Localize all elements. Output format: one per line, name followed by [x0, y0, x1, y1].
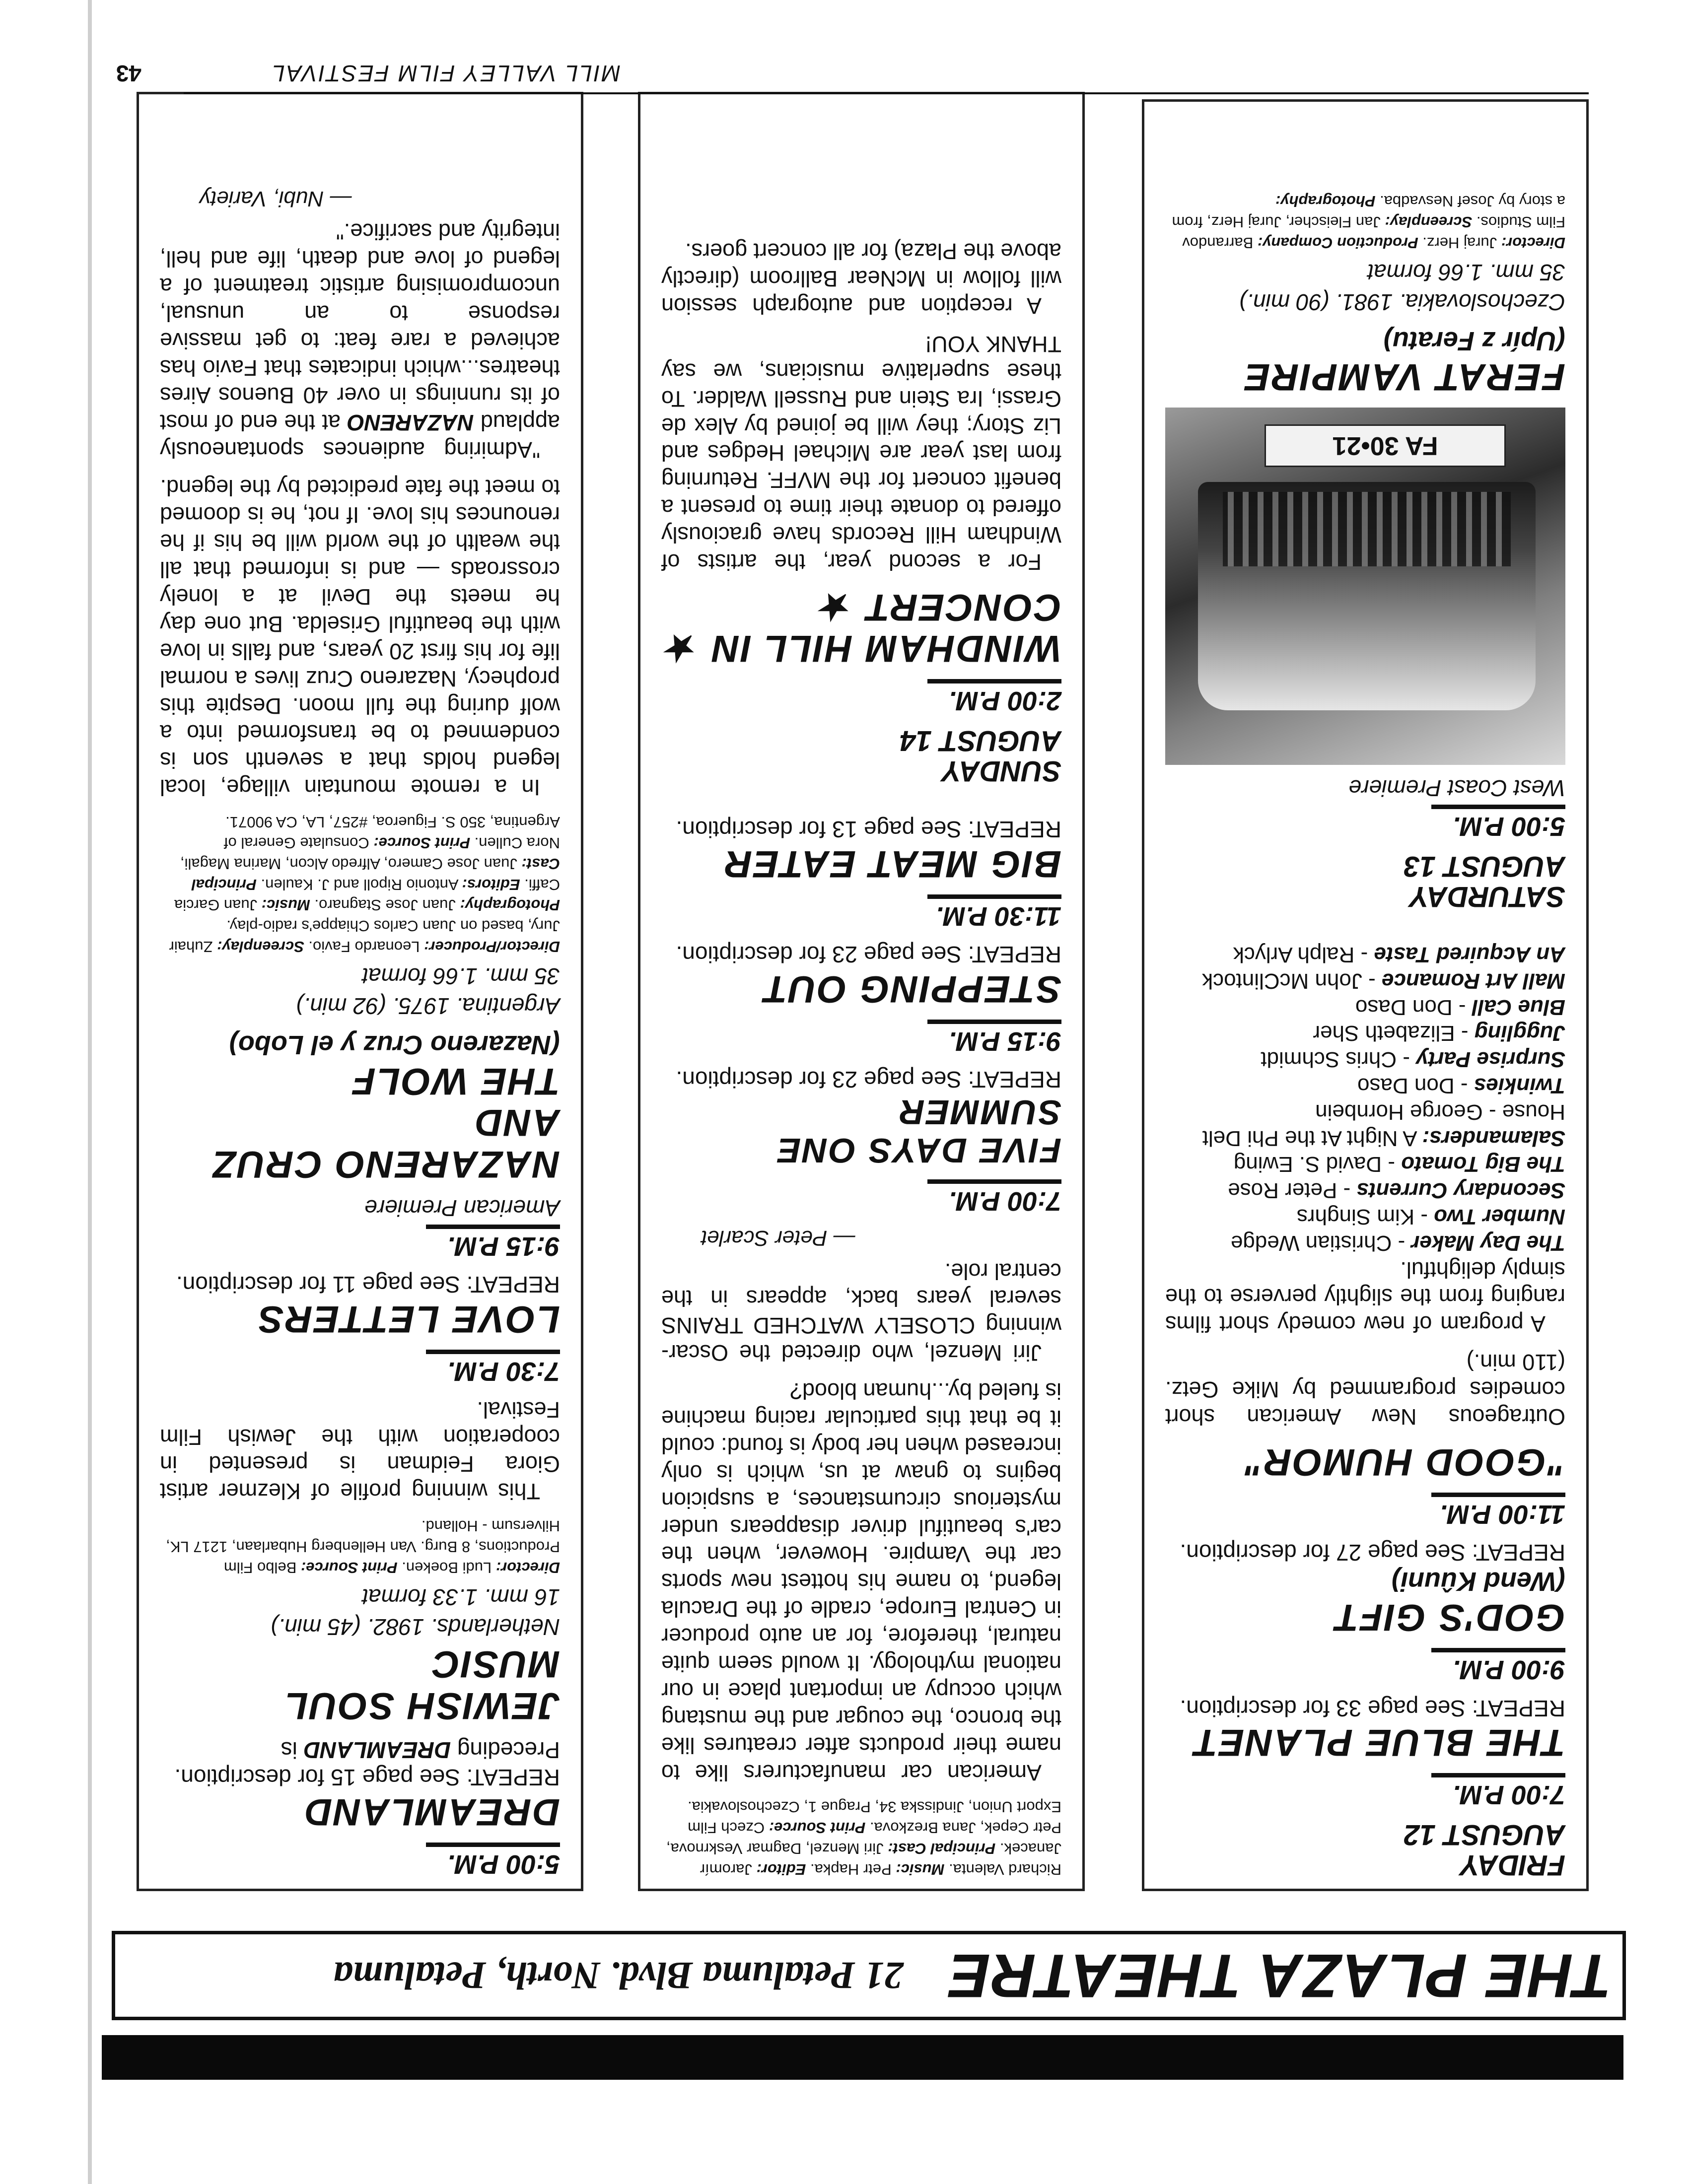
list-item: Twinkies - Don Daso — [1357, 1073, 1565, 1098]
showtime: 7:30 P.M. — [426, 1350, 560, 1387]
page-number: 43 — [116, 61, 141, 86]
preceding-note: Preceding DREAMLAND is — [281, 1737, 560, 1764]
film-format: 35 mm. 1.66 format — [1367, 259, 1565, 285]
showtime: 7:00 P.M. — [1431, 1773, 1565, 1810]
list-item: Surprise Party - Chris Schmidt — [1261, 1047, 1565, 1072]
showtime: 9:15 P.M. — [927, 1020, 1061, 1057]
film-credits: Director/Producer: Leonardo Favio. Screenplay: Zuhair Jury, based on Juan Carlos Chiappe's radio-play. Photography: Juan Jose Stagnaro. Music: Juan Garcia Caffi. Editors: Antonio Ripoll and J. Kaulen. Principal Cast: Juan Jose Camero, Alfredo Alcon, Marina Magali, Nora Cullen. Print Source: Consulate General of Argentina, 350 S. Figueroa, #257, LA, CA 90071. — [169, 814, 560, 956]
premiere-label: American Premiere — [364, 1195, 560, 1221]
repeat-note: REPEAT: See page 13 for description. — [676, 817, 1061, 843]
film-format: 16 mm. 1.33 format — [362, 1584, 560, 1610]
film-credits: Richard Valenta. Music: Petr Hapka. Editor: Jaromír Janacek. Principal Cast: Jiri Menzel, Dagmar Veskrnova, Petr Cepek, Jana Brezkova. Print Source: Czech Film Export Union, Jindisska 34, Prague 1, Czechoslovakia. — [666, 1798, 1061, 1878]
film-subtitle: (Wend Kûuni) — [1392, 1566, 1565, 1596]
film-description: In a remote mountain village, local legend holds that a seventh son is condemned to be transformed into a wolf during the full moon. Despite this prophecy, Nazareno Cruz lives a normal life for his first 20 years, and falls in love with the beautiful Griselda. But one day he meets the Devil at a lonely crossroads — and is informed that all the wealth of the world will be his if he renounces his love. If not, he is doomed to meet the fate predicted by the legend. — [160, 475, 560, 801]
film-title: THE WOLF — [351, 1060, 560, 1102]
date-label: AUGUST 13 — [1404, 850, 1565, 883]
license-plate: FA 30•21 — [1265, 424, 1506, 467]
list-item: An Acquired Taste - Ralph Arlyck — [1233, 942, 1565, 967]
showtime: 2:00 P.M. — [927, 679, 1061, 716]
film-title: "GOOD HUMOR" — [1243, 1440, 1565, 1483]
film-title: LOVE LETTERS — [257, 1297, 560, 1340]
program-description: Outrageous New American short comedies programmed by Mike Getz. (110 min.) — [1165, 1350, 1565, 1430]
date-label: AUGUST 14 — [900, 725, 1061, 757]
film-title: GOD'S GIFT — [1334, 1596, 1565, 1639]
footer-rule — [184, 92, 1589, 94]
film-origin: Netherlands. 1982. (45 min.) — [271, 1614, 560, 1640]
film-subtitle: (Upír z Feratu) — [1383, 326, 1565, 356]
theatre-header — [112, 1931, 1626, 2020]
showtime: 9:00 P.M. — [1431, 1648, 1565, 1685]
list-item: Secondary Currents - Peter Rose — [1228, 1178, 1565, 1203]
list-item: Number Two - Kim Singhrs — [1296, 1204, 1565, 1229]
column-friday — [1142, 99, 1589, 1891]
list-item: Blue Call - Don Daso — [1355, 995, 1565, 1020]
film-description: This winning profile of Klezmer artist Giora Feidman is presented in cooperation with the Jewish Film Festival. — [160, 1397, 560, 1504]
film-title: JEWISH SOUL MUSIC — [284, 1643, 560, 1727]
header-black-bar — [102, 2035, 1623, 2080]
list-item: The Day Maker - Christian Wedge — [1230, 1230, 1565, 1255]
review-attribution: — Nubi, Variety — [200, 186, 352, 211]
film-title: FERAT VAMPIRE — [1243, 356, 1565, 399]
film-title: THE BLUE PLANET — [1193, 1721, 1565, 1764]
film-review: "Admiring audiences spontaneously applaud NAZARENO at the end of most of its runnings in over 40 Buenos Aires theatres...which indicates that Favio has achieved a rare feat: to get massive response to an unusual, uncompromising artistic treatment of a legend of love and death, life and hell, integrity and sacrifice." — [160, 219, 560, 463]
film-title: FIVE DAYS ONE SUMMER — [776, 1092, 1061, 1170]
day-label: SATURDAY — [1409, 881, 1565, 913]
column-saturday — [638, 92, 1085, 1891]
repeat-note: REPEAT: See page 11 for description. — [176, 1272, 560, 1298]
showtime: 11:30 P.M. — [927, 894, 1061, 932]
day-label: FRIDAY — [1460, 1849, 1565, 1881]
film-description: American car manufacturers like to name their products after creatures like the bronco, the cougar and the mustang which occupy an important place in our national mythology. It would seem quite natural, therefore, for an auto producer in Central Europe, cradle of the Dracula legend, to name his hottest new sports car the Vampire. However, when the car's beautiful driver disappears under mysterious circumstances, a suspicion begins to gnaw at us, which is only increased when her body is found: could it be that this particular racing machine is fueled by...human blood? — [661, 1378, 1061, 1785]
list-item: The Big Tomato - David S. Ewing — [1233, 1152, 1565, 1177]
column-sunday — [137, 92, 583, 1891]
film-title: BIG MEAT EATER — [723, 842, 1061, 885]
event-description: A reception and autograph session will follow in McNear Ballroom (directly above the Plaza) for all concert goers. — [661, 239, 1061, 319]
film-origin: Argentina. 1975. (92 min.) — [296, 993, 560, 1020]
car-grille-shape — [1223, 492, 1511, 566]
repeat-note: REPEAT: See page 23 for description. — [676, 1066, 1061, 1092]
repeat-note: REPEAT: See page 33 for description. — [1180, 1695, 1565, 1721]
repeat-note: REPEAT: See page 27 for description. — [1180, 1539, 1565, 1566]
film-title: NAZARENO CRUZ AND — [211, 1101, 560, 1185]
film-credits: Director: Juraj Herz. Production Company: Barrandov Film Studios. Screenplay: Jan Fleischer, Juraj Herz, from a story by Josef Nesvadba. Photography: — [1172, 193, 1565, 252]
event-description: For a second year, the artists of Windham Hill Records have graciously offered to donate their time to present a benefit concert for the MVFF. Returning from last year are Michael Hedges and Liz Story; they will be joined by Alex de Grassi, Ira Stein and Russell Walder. To these superlative musicians, we say THANK YOU! — [661, 331, 1061, 575]
list-item: Salamanders: A Night At the Phi Delt House - George Hornbein — [1202, 1099, 1565, 1151]
film-description: Jiri Menzel, who directed the Oscar-winning CLOSELY WATCHED TRAINS several years back, appears in the central role. — [661, 1258, 1061, 1366]
showtime: 5:00 P.M. — [426, 1843, 560, 1880]
review-attribution: — Peter Scarlet — [701, 1226, 855, 1250]
page-edge-shadow — [88, 0, 92, 2184]
premiere-label: West Coast Premiere — [1348, 775, 1565, 802]
repeat-note: REPEAT: See page 15 for description. — [174, 1765, 560, 1791]
event-title: CONCERT ★ — [819, 586, 1061, 628]
date-label: AUGUST 12 — [1404, 1819, 1565, 1851]
short-film-list — [1165, 941, 1565, 1256]
list-item: Mall Art Romance - John McClintock — [1202, 968, 1565, 993]
film-format: 35 mm. 1.66 format — [362, 963, 560, 990]
showtime: 5:00 P.M. — [1431, 805, 1565, 842]
theatre-name: THE PLAZA THEATRE — [948, 1941, 1612, 2010]
showtime: 11:00 P.M. — [1431, 1493, 1565, 1530]
running-title: MILL VALLEY FILM FESTIVAL — [271, 61, 621, 86]
film-still-photo — [1165, 408, 1565, 765]
event-title: WINDHAM HILL IN ★ — [665, 627, 1061, 670]
day-label: SUNDAY — [942, 754, 1061, 787]
theatre-address: 21 Petaluma Blvd. North, Petaluma — [333, 1954, 904, 1997]
showtime: 9:15 P.M. — [426, 1225, 560, 1262]
film-origin: Czechoslovakia. 1981. (90 min.) — [1239, 289, 1565, 315]
film-title: STEPPING OUT — [763, 967, 1061, 1010]
film-credits: Director: Ludi Boeken. Print Source: Belbo Film Productions, 8 Burg. Van Hellenberg Hubarlaan, 1217 LK, Hilversum - Holland. — [166, 1517, 560, 1576]
film-title: DREAMLAND — [303, 1791, 560, 1833]
film-subtitle: (Nazareno Cruz y el Lobo) — [229, 1030, 560, 1060]
showtime: 7:00 P.M. — [927, 1179, 1061, 1217]
program-description: A program of new comedy short films ranging from the slightly perverse to the simply delightful. — [1165, 1257, 1565, 1337]
star-icon: ★ — [819, 586, 853, 626]
repeat-note: REPEAT: See page 23 for description. — [676, 941, 1061, 967]
star-icon: ★ — [665, 628, 699, 668]
list-item: Juggling - Elizabeth Sher — [1313, 1021, 1565, 1046]
